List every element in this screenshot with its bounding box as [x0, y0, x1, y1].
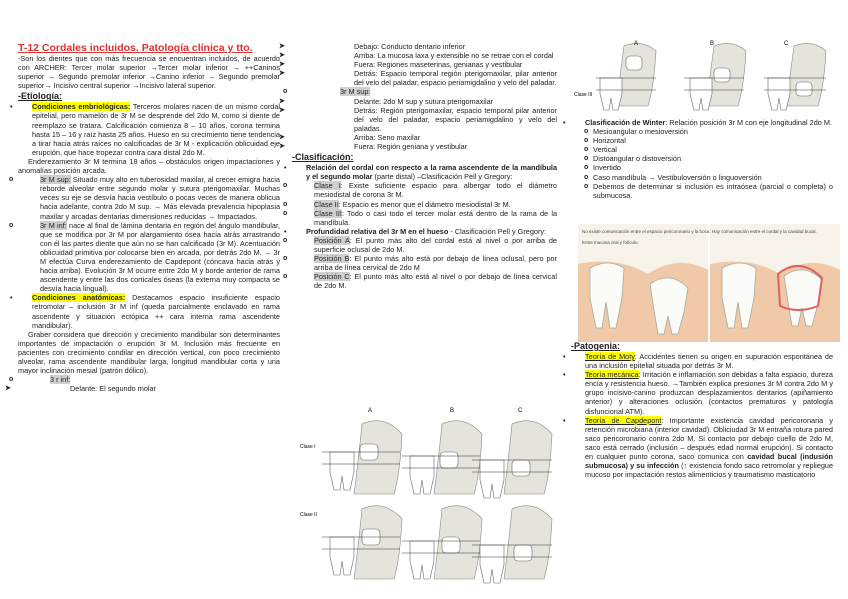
clase2-text: : Espacio es menor que el diámetro mesiodistal 3r M. — [338, 199, 511, 209]
moty-text: : Accidentes tienen su origen en supuración espontánea de una inclusión epitelial situada por detrás 3r M. — [585, 352, 834, 371]
fig-top-clase3: Clase III — [574, 92, 593, 98]
fig-top-label-b: B — [710, 41, 715, 47]
sup-item — [18, 175, 280, 220]
posB-item — [292, 254, 557, 272]
graber-paragraph: Graber considera que dirección y crecimiento mandibular son determinantes importantes de impactación o erupción 3r M. Inclusión más frecuente en pacientes con crecimiento condilar en dirección vertical, con poco crecimiento alveolar, rama ascendente mandibular larga, longitud mandibular corta y una mayor inclinación mesial (patrón dólico). — [18, 329, 280, 376]
posB-text: : El punto más alto está por debajo de línea oclusal, pero por arriba de línea cervical de 2do M — [314, 254, 557, 273]
anatomicas-item — [18, 293, 280, 329]
posA-label: Posición A — [314, 235, 350, 245]
anatomicas-text: Destacamos espacio insuficiente espacio retromolar – inclusión 3r M inf (queda parcialmente enclavado en rama ascendente y situación ectópica ++ cara interna rama ascendente mandibular). — [32, 293, 280, 330]
debajo-item: ➤ Debajo: Conducto dentario inferior — [292, 42, 557, 51]
posC-item — [292, 272, 557, 290]
capdepont-text: : Importante existencia cavidad pericoronaria y retención microbiana (interior cavidad). Obliciudad 3r M entraña rotura pared saco pericoronario contra 2do M. Si contacto por debajo cuello de 2do M, saco está cerrado (inclusión – después edad normal erupción). Si contacto en cualquier punto corona, saco comunica con — [585, 415, 833, 462]
sup2-label: 3r M sup: — [340, 87, 371, 97]
fig-mid-label-c: C — [518, 408, 523, 414]
pell-gregory-figure — [300, 404, 558, 592]
fig-mid-clase1: Clase I — [300, 444, 316, 450]
embriologicas-text: Terceros molares nacen de un mismo cordal epitelial, pero mamelón de 3r M se desprende del 2do M, como si diente de reemplazo se tratara. Calcificación comienza 8 – 10 años, corona termina hasta 15 – 16 y raíz hasta 25 años. Hueso en su crecimiento tiene tendencia a tirar hacia atrás raíces no calcificadas de 3r M - explicación oblicuidad eje erupción, que hace tropezar contra cara distal 2do M. — [32, 102, 281, 157]
capdepont-bold: cavidad bucal (indusión submucosa) y su infección — [585, 452, 833, 471]
winter-item — [571, 118, 833, 127]
inf2-item — [18, 375, 280, 384]
mecanica-label: Teoría mecánica — [585, 370, 639, 380]
page-title: T-12 Cordales incluidos. Patología clínica y tto. — [18, 42, 253, 54]
posA-text: : El punto más alto del cordal está al nivel o por arriba de superficie oclusal de 2do M. — [314, 235, 557, 254]
posC-label: Posición C — [314, 272, 350, 282]
etiologia-heading: -Etiología: — [18, 91, 62, 102]
fig-teeth-left-caption: No existe comunicación entre el espacio pericoronario y la boca: — [582, 229, 711, 234]
sup-text: Situado muy alto en tuberosidad maxilar, al crecer emigra hacia reborde alveolar entre segundo molar y sutura pterigomaxilar. Muchas veces su eje se desvía hacia vestíbulo o pocas veces de manera oblicua hacia adelante, contra 2do M sup. → Más elevada prevalencia hipoplasia maxilar y arcadas dentarias dimensiones reducidas → Impactados. — [40, 175, 280, 221]
fig-teeth-right-caption: Hay comunicación entre el cordal y la cavidad bucal. — [712, 229, 817, 234]
posB-label: Posición B — [314, 254, 350, 264]
patogenia-heading: -Patogenia: — [571, 341, 621, 351]
winter-item-4: o Invertido — [593, 163, 833, 172]
winter-list — [571, 127, 833, 200]
profundidad-title: Profundidad relativa del 3r M en el hueso — [306, 226, 449, 236]
inf-item — [18, 221, 280, 294]
clase3-label: Clase III — [314, 208, 342, 218]
relacion-title: Relación del cordal con respecto a la rama ascendente de la mandíbula y el segundo molar — [306, 163, 557, 182]
profundidad-item — [292, 227, 557, 236]
anatomicas-label: Condiciones anatómicas: — [32, 293, 126, 303]
clase2-label: Clase II — [314, 199, 339, 209]
winter-item-2: o Vertical — [593, 145, 833, 154]
sup-delante-item: ➤ Delante: 2do M sup y sutura pterigomaxilar — [292, 97, 557, 106]
embriologicas-label: Condiciones embriológicas: — [32, 102, 131, 112]
clase1-item — [292, 181, 557, 199]
clasificacion-heading: -Clasificación: — [292, 152, 354, 163]
clase1-text: : Existe suficiente espacio para albergar todo el diámetro mesiodistal de corona 3r M. — [314, 181, 557, 200]
moty-item — [571, 352, 833, 370]
winter-top-figure — [572, 36, 834, 120]
winter-item-1: o Horizontal — [593, 136, 833, 145]
relacion-item — [292, 163, 557, 181]
sup2-item — [292, 87, 557, 96]
pericoronary-figure — [578, 224, 840, 342]
intro-paragraph: -Son los dientes que con más frecuencia se encuentran incluidos, de acuerdo con ARCHER: Tercer molar superior →Tercer molar inferior → ++Caninos superior → Segundo premolar inferior →Canino inferior → Segundo premolar superior→ Incisivo central superior →Incisivo lateral superior. — [18, 54, 280, 91]
sup-arriba-item: ➤ Arriba: Seno maxilar — [292, 133, 557, 142]
mecanica-item — [571, 370, 833, 415]
relacion-sub: (parte distal) –Clasificación Pell y Gregory: — [372, 172, 513, 182]
winter-item-3: o Distoangular o distoversión — [593, 154, 833, 163]
profundidad-sub: - Clasificación Pell y Gregory: — [448, 226, 547, 236]
embriologicas-item — [18, 102, 280, 157]
column-middle — [292, 0, 557, 290]
fig-mid-clase2: Clase II — [300, 512, 317, 518]
arriba-item: ➤ Arriba: La mucosa laxa y extensible no se retrae con el cordal — [292, 51, 557, 60]
moty-label: Teoría de Moty — [585, 352, 635, 361]
inf2-delante: ➤ Delante: El segundo molar — [18, 384, 280, 393]
column-right — [571, 118, 833, 200]
fig-mid-label-a: A — [368, 408, 373, 414]
fig-top-label-a: A — [634, 41, 639, 47]
fig-teeth-left-caption2: Entre mucosa oral y folículo. — [582, 240, 639, 245]
clase2-item — [292, 200, 557, 209]
winter-item-5: o Caso mandíbula → Vestibuloversión o linguoversión — [593, 173, 833, 182]
column-left — [18, 0, 280, 393]
winter-title: Clasificación de Winter — [585, 118, 666, 127]
clase3-text: : Todo o casi todo el tercer molar está dentro de la rama de la mandíbula. — [314, 208, 558, 227]
winter-item-0: o Mesioangular o mesioversión — [593, 127, 833, 136]
fuera-item: ➤ Fuera: Regiones maseterinas, genianas y vestibular — [292, 60, 557, 69]
fig-mid-label-b: B — [450, 408, 455, 414]
sup-fuera-item: ➤ Fuera: Región geniana y vestibular — [292, 142, 557, 151]
posC-text: : El punto más alto está al nivel o por debajo de línea cervical de 2do M. — [314, 272, 557, 291]
inf-label: 3r M inf: — [40, 220, 67, 230]
winter-sub: : Relación posición 3r M con eje longitudinal 2do M. — [665, 118, 832, 127]
capdepont-label: Teoría de Capdepont — [585, 415, 662, 425]
mecanica-text: : Irritación e inflamación son debidas a falta espacio, dureza encía y resistencia hueso. →También explica presiones 3r M contra 2do M y grupo incisivo-canino produzcan desplazamientos dentarios (apiñamiento anterior) y alteraciones oclusión (contactos prematuros y patología disfuncional ATM). — [585, 370, 833, 416]
clase1-label: Clase I — [314, 181, 341, 191]
inf2-label: 3 r inf: — [50, 375, 71, 385]
enderezamiento-paragraph: Enderezamiento 3r M termina 18 años – obstáculos origen impactaciones y anomalías posición arcada. — [18, 156, 280, 176]
patogenia-section — [571, 340, 833, 479]
posA-item — [292, 236, 557, 254]
winter-item-6: o Debemos de determinar si inclusión es intraósea (parcial o completa) o submucosa. — [593, 182, 833, 200]
inf-text: nace al final de lámina dentaria en región del ángulo mandibular, que se modifica por 3r M por alargamiento ósea hacia atrás arrastrando con él las partes diente que aún no se han calcificado (3r M). Acentuación oblicuidad primitiva por colocarse bien en arcada, por detrás 2do M. → 3r M efectúa Curva enderezamiento de Capdepont (cóncava hacia atrás y hacia arriba). Evolución 3r M ocurre entre 2do M y borde anterior de rama ascendente y entre las dos corticales óseas (la externa muy compacta se desvía hacia lingual). — [40, 220, 280, 294]
capdepont-item — [571, 416, 833, 480]
sup-detras-item: ➤ Detrás: Región pterigomaxilar, espacio temporal pilar anterior del velo del paladar, espacio periamigdalino y velo del paladas. — [292, 106, 557, 133]
detras-item: ➤ Detrás: Espacio temporal región pterigomaxilar, pilar anterior del velo del paladar, espacio periamigdalino y velo del paladar. — [292, 69, 557, 87]
fig-top-label-c: C — [784, 41, 789, 47]
clase3-item — [292, 209, 557, 227]
capdepont-end: (↑ existencia fondo saco retromolar y repliegue mucoso por impactación restos alimenticios y traumatismo masticatorio — [585, 461, 834, 480]
sup-label: 3r M sup: — [40, 175, 71, 185]
